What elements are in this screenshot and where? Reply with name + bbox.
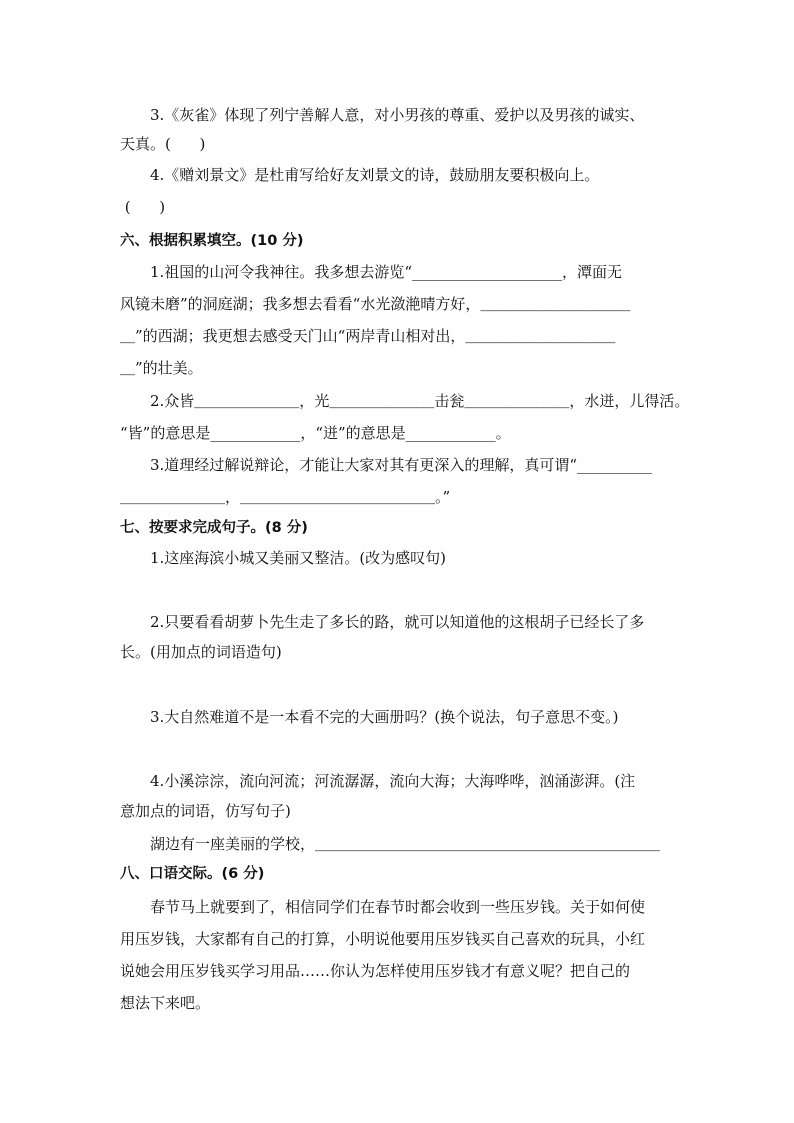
s8-para-line2: 用压岁钱，大家都有自己的打算，小明说他要用压岁钱买自己喜欢的玩具，小红 [120,930,646,948]
s6-q2-line2: “皆”的意思是____________，“迸”的意思是____________。 [120,424,511,442]
s7-q4-answer: 湖边有一座美丽的学校，＿＿＿＿＿＿＿＿＿＿＿＿＿＿＿＿＿＿＿＿＿＿＿ [150,835,661,853]
s7-q1: 1.这座海滨小城又美丽又整洁。(改为感叹句) [150,549,447,567]
s6-q3-line1: 3.道理经过解说辩论，才能让大家对其有更深入的理解，真可谓“__________ [150,456,652,474]
s6-q1-line3: ＿”的西湖；我更想去感受天门山“两岸青山相对出，＿＿＿＿＿＿＿＿＿＿ [120,327,616,345]
s6-q2-line1: 2.众皆＿＿＿＿＿＿＿，光＿＿＿＿＿＿＿击瓮＿＿＿＿＿＿＿，水迸，儿得活。 [150,392,690,410]
s6-q1-line1: 1.祖国的山河令我神往。我多想去游览“____________________，潭面无 [150,263,622,281]
question-3-line2: 天真。( ) [120,135,206,153]
section-8-heading: 八、口语交际。(6 分) [120,866,265,882]
s7-q2-line1: 2.只要看看胡萝卜先生走了多长的路，就可以知道他的这根胡子已经长了多 [150,613,645,631]
section-6-heading: 六、根据积累填空。(10 分) [120,233,304,249]
s7-q4-line2: 意加点的词语，仿写句子) [120,802,291,820]
s7-q4-line1: 4.小溪淙淙，流向河流；河流潺潺，流向大海；大海哗哗，汹涌澎湃。(注 [150,772,636,790]
s6-q1-line2: 风镜未磨”的洞庭湖；我多想去看看“水光潋滟晴方好，＿＿＿＿＿＿＿＿＿＿ [120,295,631,313]
section-7-heading: 七、按要求完成句子。(8 分) [120,520,308,536]
s6-q3-line2: ＿＿＿＿＿＿＿，＿＿＿＿＿＿＿＿＿＿＿＿＿。” [120,488,451,506]
s7-q2-line2: 长。(用加点的词语造句) [120,643,282,661]
s8-para-line4: 想法下来吧。 [120,994,211,1012]
s6-q1-line4: ＿”的壮美。 [120,359,203,377]
question-4-line1: 4.《赠刘景文》是杜甫写给好友刘景文的诗，鼓励朋友要积极向上。 [150,166,600,184]
question-4-line2: ( ) [120,198,166,216]
s8-para-line1: 春节马上就要到了，相信同学们在春节时都会收到一些压岁钱。关于如何使 [150,898,646,916]
s8-para-line3: 说她会用压岁钱买学习用品……你认为怎样使用压岁钱才有意义呢？把自己的 [120,962,631,980]
s7-q3: 3.大自然难道不是一本看不完的大画册吗？(换个说法，句子意思不变。) [150,708,619,726]
question-3-line1: 3.《灰雀》体现了列宁善解人意，对小男孩的尊重、爱护以及男孩的诚实、 [150,106,645,124]
